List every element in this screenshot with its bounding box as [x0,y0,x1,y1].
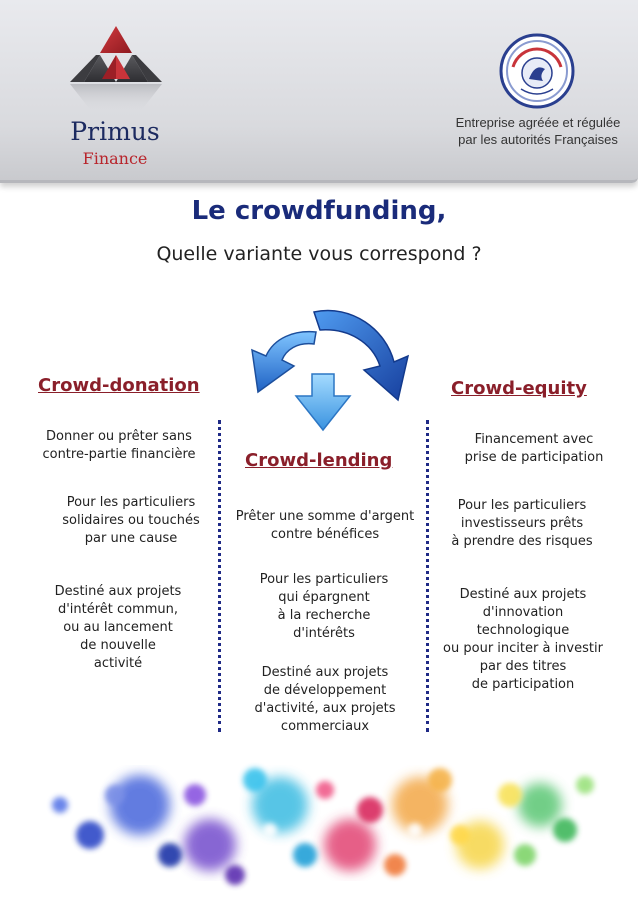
text-line: à prendre des risques [451,534,593,549]
text-line: Pour les particuliers [259,572,389,587]
text-line: d'innovation [482,605,564,620]
text-line: prise de participation [464,450,604,465]
page-title: Le crowdfunding, [191,196,447,226]
text-line: investisseurs prêts [460,516,584,531]
text-line: d'activité, aux projets [254,701,396,716]
bokeh-lights-decoration [20,735,620,903]
text-line: Pour les particuliers [66,495,196,510]
text-line: Pour les particuliers [457,498,587,513]
text-line: technologique [476,623,570,638]
agreement-line: Entreprise agréée et régulée [455,115,621,130]
header-banner [0,0,638,183]
page-subtitle: Quelle variante vous correspond ? [156,243,482,265]
text-line: solidaires ou touchés [62,513,200,528]
text-line: à la recherche [277,608,371,623]
text-line: Destiné aux projets [459,587,587,602]
lending-projects [236,664,414,736]
dotted-divider-right [426,420,429,732]
text-line: ou au lancement [63,620,173,635]
brand-subtitle: Finance [82,149,148,168]
text-line: Destiné aux projets [54,584,182,599]
heading-crowd-donation: Crowd-donation [38,375,200,396]
text-line: de développement [263,683,387,698]
text-line: Prêter une somme d'argent [235,509,415,524]
text-line: commerciaux [280,719,370,734]
three-arrows-icon [202,300,452,440]
donation-description [30,428,208,464]
text-line: ou pour inciter à investir [443,641,603,656]
regulator-seal-icon [499,33,575,109]
lending-audience [244,571,404,643]
text-line: Donner ou prêter sans [46,429,192,444]
heading-crowd-lending: Crowd-lending [245,450,393,471]
text-line: d'intérêts [293,626,355,641]
equity-description [452,431,616,467]
text-line: Destiné aux projets [261,665,389,680]
dotted-divider-left [218,420,221,732]
text-line: d'intérêt commun, [57,602,179,617]
equity-projects [433,586,613,694]
text-line: par des titres [479,659,567,674]
donation-audience [52,494,210,548]
text-line: Financement avec [474,432,594,447]
text-line: qui épargnent [278,590,370,605]
donation-projects [42,583,194,673]
text-line: de nouvelle [80,638,156,653]
lending-description [225,508,425,544]
brand-name: Primus [70,117,160,146]
text-line: activité [93,656,143,671]
text-line: contre-partie financière [42,447,196,462]
heading-crowd-equity: Crowd-equity [451,378,587,399]
text-line: de participation [471,677,575,692]
agreement-text [440,114,636,148]
agreement-line: par les autorités Françaises [458,132,618,147]
text-line: par une cause [84,531,178,546]
text-line: contre bénéfices [270,527,380,542]
primus-logo-icon [66,22,166,114]
equity-audience [440,497,604,551]
